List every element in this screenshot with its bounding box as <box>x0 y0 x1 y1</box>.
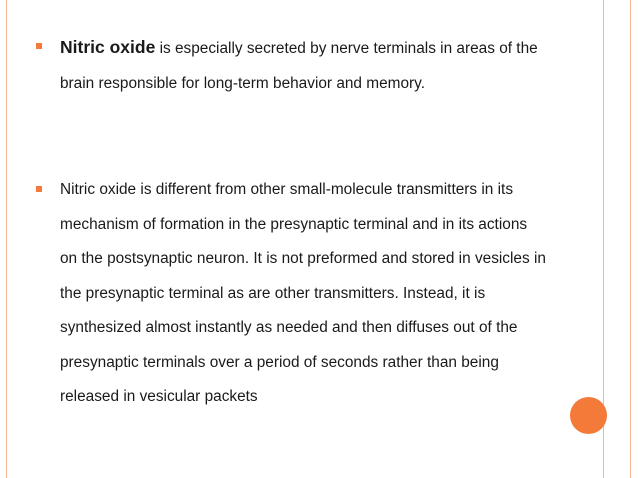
bullet-term: Nitric oxide <box>60 37 156 57</box>
square-bullet-icon <box>36 43 42 49</box>
bullet-item-1 <box>36 30 546 101</box>
right-outer-border-line <box>630 0 631 478</box>
bullet-text-2: Nitric oxide is different from other small-molecule transmitters in its mechanism of formation in the presynaptic terminal and in its actions on the postsynaptic neuron. It is not preformed and stored in vesicles in the presynaptic terminal as are other transmitters. Instead, it is synthesized almost instantly as needed and then diffuses out of the presynaptic terminals over a period of seconds rather than being released in vesicular packets <box>60 181 546 405</box>
square-bullet-icon <box>36 186 42 192</box>
bullet-body: is especially secreted by nerve terminals in areas of the brain responsible for long-term behavior and memory. <box>60 40 538 92</box>
left-border-line <box>6 0 7 478</box>
bullet-item-2 <box>36 173 546 415</box>
bullet-text-1 <box>60 30 546 101</box>
decorative-circle <box>570 397 607 434</box>
